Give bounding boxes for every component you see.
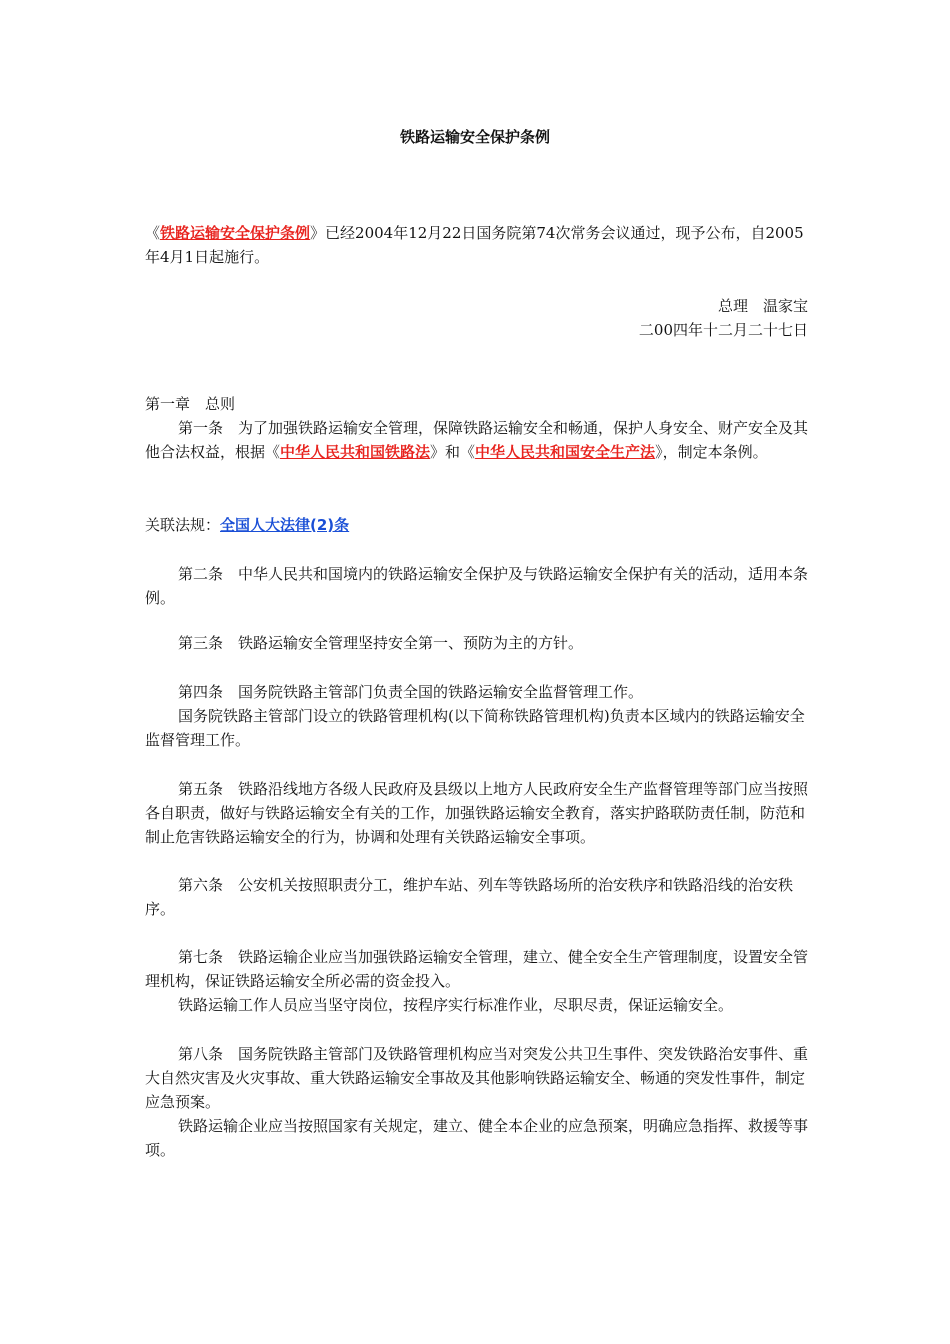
article-8: 第八条 国务院铁路主管部门及铁路管理机构应当对突发公共卫生事件、突发铁路治安事件、重大自然灾害及火灾事故、重大铁路运输安全事故及其他影响铁路运输安全、畅通的突发性事件，制定应急预案。: [145, 1045, 809, 1111]
work-safety-law-link[interactable]: 中华人民共和国安全生产法: [475, 443, 656, 461]
document-title: 铁路运输安全保护条例: [399, 128, 550, 146]
article-7-paragraph-2: 铁路运输工作人员应当坚守岗位，按程序实行标准作业，尽职尽责，保证运输安全。: [178, 996, 734, 1014]
article-4-paragraph-2: 国务院铁路主管部门设立的铁路管理机构(以下简称铁路管理机构)负责本区域内的铁路运输安全监督管理工作。: [145, 707, 805, 749]
railway-law-link[interactable]: 中华人民共和国铁路法: [280, 443, 431, 461]
article-5: 第五条 铁路沿线地方各级人民政府及县级以上地方人民政府安全生产监督管理等部门应当按照各自职责，做好与铁路运输安全有关的工作，加强铁路运输安全教育，落实护路联防责任制，防范和制止危害铁路运输安全的行为，协调和处理有关铁路运输安全事项。: [145, 780, 809, 846]
related-laws-label: 关联法规：: [145, 516, 221, 534]
article-1-end: 》，制定本条例。: [655, 443, 768, 461]
signing-date: 二00四年十二月二十七日: [638, 321, 808, 339]
related-laws-link[interactable]: 全国人大法律(2)条: [220, 516, 350, 534]
article-7: 第七条 铁路运输企业应当加强铁路运输安全管理，建立、健全安全生产管理制度，设置安全管理机构，保证铁路运输安全所必需的资金投入。: [145, 948, 809, 990]
article-8-paragraph-2: 铁路运输企业应当按照国家有关规定，建立、健全本企业的应急预案，明确应急指挥、救援等事项。: [145, 1117, 809, 1159]
article-6: 第六条 公安机关按照职责分工，维护车站、列车等铁路场所的治安秩序和铁路沿线的治安秩序。: [145, 876, 794, 918]
open-quote: 《: [145, 224, 161, 242]
article-3: 第三条 铁路运输安全管理坚持安全第一、预防为主的方针。: [178, 634, 584, 652]
related-laws: [145, 513, 808, 537]
chapter-heading: 第一章 总则: [145, 395, 236, 413]
article-1-join: 》和《: [430, 443, 476, 461]
article-1-text: 第一条 为了加强铁路运输安全管理，保障铁路运输安全和畅通，保护人身安全、财产安全及其他合法权益，根据《: [145, 419, 809, 461]
promulgation-paragraph: [145, 221, 808, 269]
promulgation-text: 》已经2004年12月22日国务院第74次常务会议通过，现予公布，自2005年4月1日起施行。: [145, 224, 804, 266]
regulation-title-link[interactable]: 铁路运输安全保护条例: [160, 224, 311, 242]
article-1: [145, 416, 808, 464]
article-4: 第四条 国务院铁路主管部门负责全国的铁路运输安全监督管理工作。: [178, 683, 644, 701]
signer: 总理 温家宝: [717, 297, 808, 315]
article-2: 第二条 中华人民共和国境内的铁路运输安全保护及与铁路运输安全保护有关的活动，适用本条例。: [145, 565, 809, 607]
